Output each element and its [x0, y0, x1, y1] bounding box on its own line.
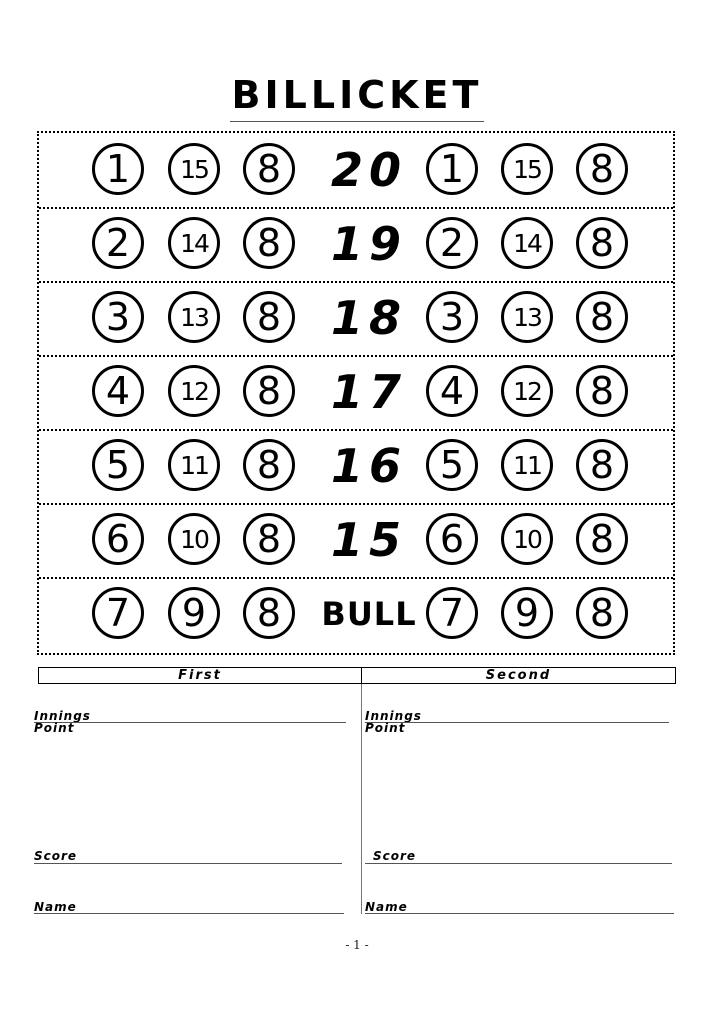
page-title: BILLICKET [231, 73, 483, 117]
right-number-circle[interactable]: 2 [426, 217, 478, 269]
right-number-circle[interactable]: 8 [576, 513, 628, 565]
second-name-label: Name [365, 900, 408, 914]
page-number: - 1 - [345, 938, 369, 952]
left-number-circle[interactable]: 8 [243, 513, 295, 565]
left-number-circle[interactable]: 8 [243, 587, 295, 639]
second-score-label: Score [373, 849, 417, 863]
left-number-circle[interactable]: 8 [243, 217, 295, 269]
right-number-circle[interactable]: 9 [501, 587, 553, 639]
target-number: 17 [330, 365, 407, 419]
left-number-circle[interactable]: 5 [92, 439, 144, 491]
target-number: 16 [330, 439, 407, 493]
first-point-label: Point [34, 721, 75, 735]
first-name-label: Name [34, 900, 77, 914]
right-number-circle[interactable]: 1 [426, 143, 478, 195]
first-innings-line[interactable] [34, 722, 346, 723]
board-row [39, 429, 673, 503]
right-number-circle[interactable]: 13 [501, 291, 553, 343]
right-number-circle[interactable]: 8 [576, 587, 628, 639]
second-innings-label: Innings [365, 709, 422, 723]
target-number: 19 [330, 217, 407, 271]
left-number-circle[interactable]: 10 [168, 513, 220, 565]
second-section-header: Second [361, 667, 676, 684]
right-number-circle[interactable]: 8 [576, 143, 628, 195]
right-number-circle[interactable]: 6 [426, 513, 478, 565]
right-number-circle[interactable]: 7 [426, 587, 478, 639]
first-score-label: Score [34, 849, 78, 863]
target-number: 15 [330, 513, 407, 567]
left-number-circle[interactable]: 3 [92, 291, 144, 343]
right-number-circle[interactable]: 8 [576, 217, 628, 269]
first-innings-label: Innings [34, 709, 91, 723]
section-divider [361, 684, 362, 914]
left-number-circle[interactable]: 13 [168, 291, 220, 343]
left-number-circle[interactable]: 8 [243, 365, 295, 417]
board-row [39, 577, 673, 651]
left-number-circle[interactable]: 8 [243, 291, 295, 343]
right-number-circle[interactable]: 4 [426, 365, 478, 417]
right-number-circle[interactable]: 10 [501, 513, 553, 565]
left-number-circle[interactable]: 6 [92, 513, 144, 565]
left-number-circle[interactable]: 2 [92, 217, 144, 269]
left-number-circle[interactable]: 11 [168, 439, 220, 491]
first-name-line[interactable] [34, 913, 344, 914]
left-number-circle[interactable]: 1 [92, 143, 144, 195]
left-number-circle[interactable]: 7 [92, 587, 144, 639]
target-number: 20 [330, 143, 407, 197]
right-number-circle[interactable]: 14 [501, 217, 553, 269]
board-row [39, 355, 673, 429]
first-score-line[interactable] [34, 863, 342, 864]
right-number-circle[interactable]: 8 [576, 365, 628, 417]
second-point-label: Point [365, 721, 406, 735]
left-number-circle[interactable]: 12 [168, 365, 220, 417]
board-row [39, 281, 673, 355]
first-section-header: First [38, 667, 362, 684]
left-number-circle[interactable]: 4 [92, 365, 144, 417]
left-number-circle[interactable]: 15 [168, 143, 220, 195]
board-row [39, 503, 673, 577]
second-score-line[interactable] [365, 863, 672, 864]
left-number-circle[interactable]: 8 [243, 439, 295, 491]
score-board [37, 131, 675, 655]
board-row [39, 207, 673, 281]
left-number-circle[interactable]: 14 [168, 217, 220, 269]
left-number-circle[interactable]: 8 [243, 143, 295, 195]
left-number-circle[interactable]: 9 [168, 587, 220, 639]
target-number: 18 [330, 291, 407, 345]
board-row [39, 133, 673, 207]
title-underline [230, 121, 484, 122]
right-number-circle[interactable]: 8 [576, 439, 628, 491]
second-name-line[interactable] [365, 913, 674, 914]
right-number-circle[interactable]: 11 [501, 439, 553, 491]
right-number-circle[interactable]: 15 [501, 143, 553, 195]
right-number-circle[interactable]: 8 [576, 291, 628, 343]
right-number-circle[interactable]: 5 [426, 439, 478, 491]
right-number-circle[interactable]: 3 [426, 291, 478, 343]
second-innings-line[interactable] [365, 722, 669, 723]
target-number: BULL [321, 595, 417, 633]
right-number-circle[interactable]: 12 [501, 365, 553, 417]
